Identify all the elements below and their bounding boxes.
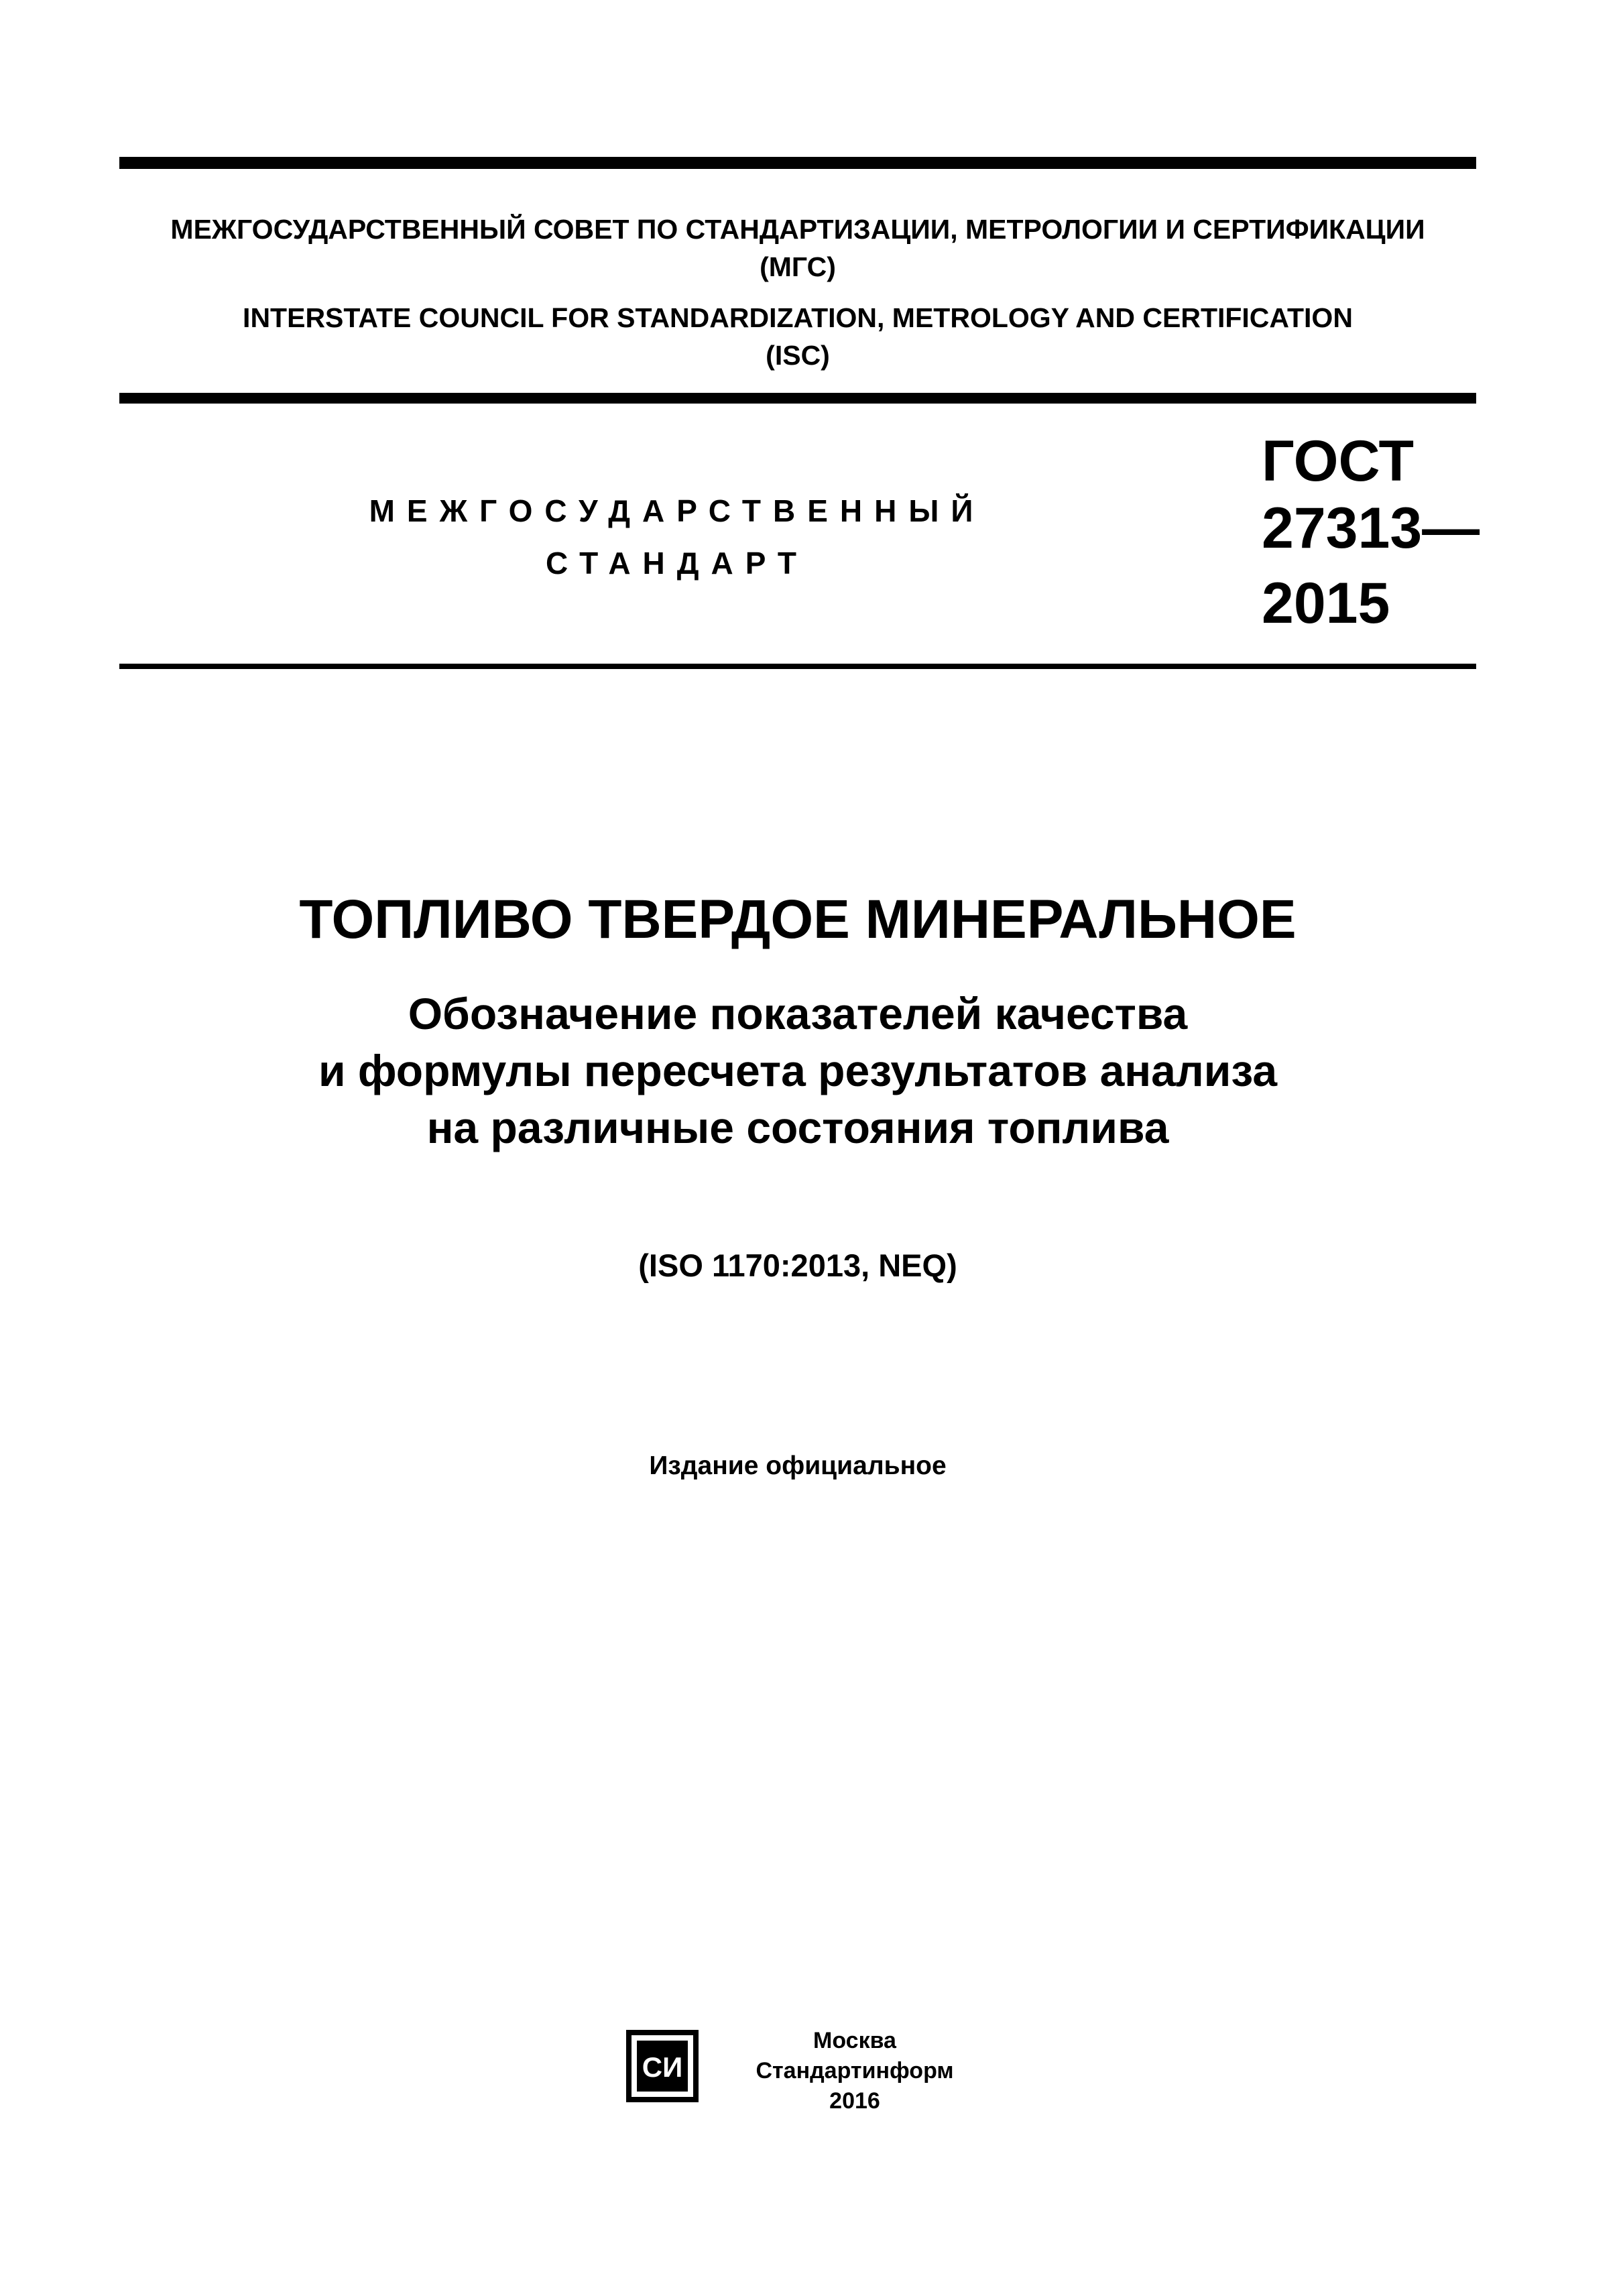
- council-abbr-en: (ISC): [766, 340, 830, 371]
- subtitle-line3: на различные состояния топлива: [426, 1103, 1169, 1152]
- standartinform-logo-icon: [626, 2030, 699, 2102]
- council-abbr-ru: (МГС): [760, 251, 836, 282]
- council-name-en: INTERSTATE COUNCIL FOR STANDARDIZATION, METROLOGY AND CERTIFICATION: [243, 302, 1353, 333]
- subtitle-line1: Обозначение показателей качества: [408, 989, 1188, 1038]
- publisher-name: Стандартинформ: [756, 2058, 954, 2083]
- top-rule: [119, 157, 1476, 169]
- gost-designation: ГОСТ: [1262, 429, 1415, 493]
- logo-text: СИ: [642, 2051, 683, 2083]
- edition-note: Издание официальное: [649, 1451, 947, 1480]
- standard-type-line2: СТАНДАРТ: [546, 546, 808, 581]
- document-subtitle: [119, 985, 1476, 1156]
- middle-rule: [119, 393, 1476, 404]
- gost-number: 27313—: [1262, 496, 1480, 560]
- publisher-city: Москва: [813, 2028, 896, 2053]
- publisher-block: [744, 2026, 965, 2116]
- council-name-ru: МЕЖГОСУДАРСТВЕННЫЙ СОВЕТ ПО СТАНДАРТИЗАЦИИ, МЕТРОЛОГИИ И СЕРТИФИКАЦИИ: [170, 214, 1425, 245]
- lower-rule: [119, 664, 1476, 669]
- gost-year: 2015: [1262, 571, 1390, 636]
- document-title: ТОПЛИВО ТВЕРДОЕ МИНЕРАЛЬНОЕ: [299, 889, 1297, 950]
- publisher-year: 2016: [829, 2088, 880, 2114]
- subtitle-line2: и формулы пересчета результатов анализа: [318, 1046, 1278, 1095]
- standard-type-line1: МЕЖГОСУДАРСТВЕННЫЙ: [369, 493, 985, 528]
- iso-reference: (ISO 1170:2013, NEQ): [638, 1248, 957, 1283]
